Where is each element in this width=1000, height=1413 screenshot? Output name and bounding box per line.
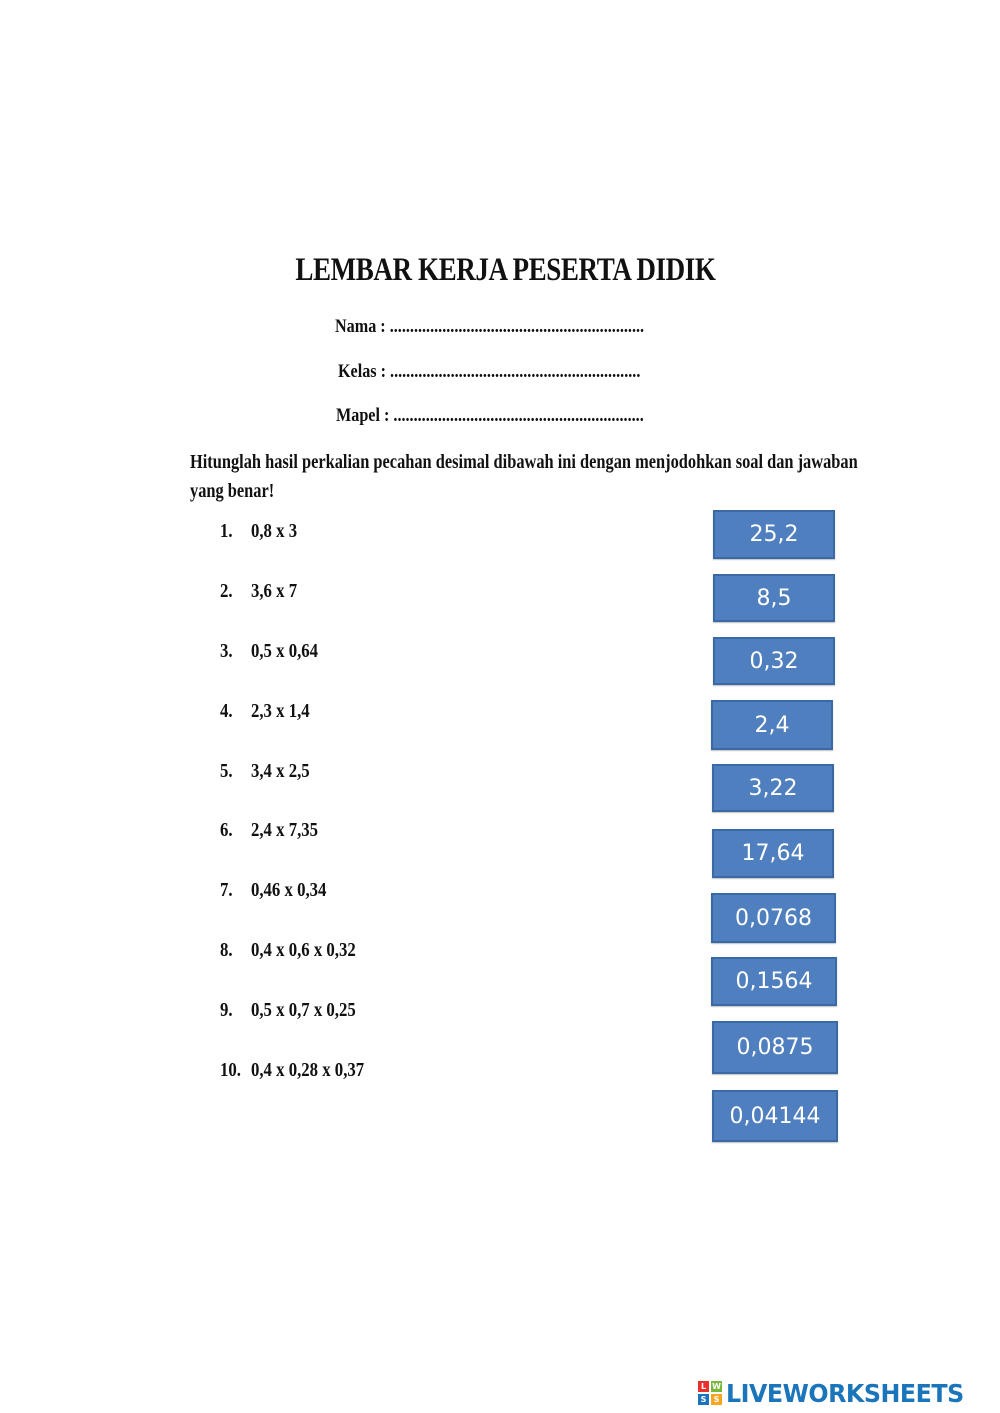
- question-text: 0,46 x 0,34: [250, 880, 327, 901]
- question-number: 9.: [220, 1000, 233, 1021]
- logo-mark-letter: S: [711, 1394, 722, 1405]
- question-item: [220, 581, 297, 603]
- logo-text: LIVEWORKSHEETS: [726, 1378, 964, 1408]
- liveworksheets-logo: [698, 1378, 976, 1408]
- answer-box[interactable]: 2,4: [711, 700, 833, 750]
- question-number: 3.: [220, 641, 233, 662]
- question-number: 4.: [220, 701, 233, 722]
- question-text: 0,8 x 3: [250, 521, 298, 542]
- subject-field: Mapel : ..............................................................: [336, 405, 644, 426]
- name-field: Nama : ...............................................................: [335, 316, 645, 337]
- question-item: [220, 880, 326, 902]
- question-text: 0,5 x 0,7 x 0,25: [250, 1000, 356, 1021]
- question-text: 3,6 x 7: [250, 581, 298, 602]
- answer-box[interactable]: 3,22: [712, 764, 834, 812]
- instruction-text: Hitunglah hasil perkalian pecahan desimal dibawah ini dengan menjodohkan soal dan jawaban yang benar!: [190, 452, 858, 502]
- answer-box[interactable]: 17,64: [712, 829, 834, 878]
- question-text: 2,3 x 1,4: [250, 701, 310, 722]
- question-item: [220, 1060, 364, 1082]
- question-number: 8.: [220, 940, 233, 961]
- question-number: 1.: [220, 521, 233, 542]
- logo-mark-icon: [698, 1381, 722, 1405]
- question-text: 0,4 x 0,28 x 0,37: [250, 1060, 365, 1081]
- answer-box[interactable]: 0,04144: [712, 1090, 838, 1142]
- answer-box[interactable]: 0,0875: [712, 1021, 838, 1074]
- question-text: 0,5 x 0,64: [250, 641, 319, 662]
- question-text: 3,4 x 2,5: [250, 761, 310, 782]
- question-number: 2.: [220, 581, 233, 602]
- question-item: [220, 820, 318, 842]
- logo-mark-letter: W: [712, 1382, 721, 1391]
- question-text: 2,4 x 7,35: [250, 820, 319, 841]
- logo-mark-letter: S: [698, 1394, 709, 1405]
- answer-box[interactable]: 0,0768: [711, 893, 836, 943]
- question-item: [220, 940, 356, 962]
- question-item: [220, 761, 310, 783]
- question-item: [220, 641, 318, 663]
- answer-box[interactable]: 8,5: [713, 574, 835, 622]
- question-item: [220, 521, 297, 543]
- logo-mark-letter: L: [698, 1381, 709, 1392]
- question-text: 0,4 x 0,6 x 0,32: [250, 940, 356, 961]
- question-item: [220, 1000, 356, 1022]
- answer-box[interactable]: 0,1564: [711, 957, 837, 1006]
- question-number: 6.: [220, 820, 233, 841]
- question-number: 7.: [220, 880, 233, 901]
- worksheet-title: LEMBAR KERJA PESERTA DIDIK: [295, 252, 716, 288]
- question-item: [220, 701, 310, 723]
- question-number: 10.: [220, 1060, 241, 1081]
- answer-box[interactable]: 0,32: [713, 637, 835, 685]
- question-number: 5.: [220, 761, 233, 782]
- class-field: Kelas : ..............................................................: [338, 361, 641, 382]
- answer-box[interactable]: 25,2: [713, 510, 835, 559]
